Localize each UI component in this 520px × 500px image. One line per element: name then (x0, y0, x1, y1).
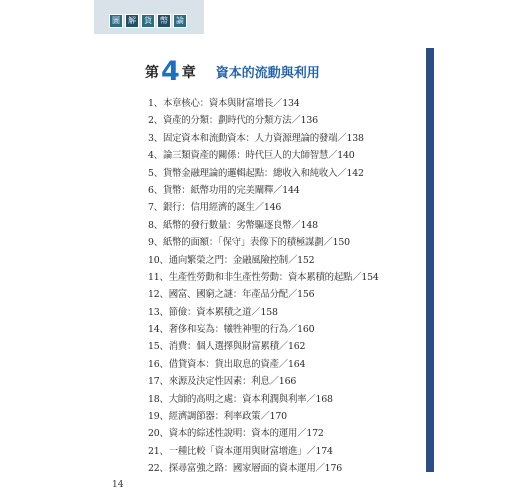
toc-entry[interactable]: 4、論三類資產的關係：時代巨人的大師智慧／140 (148, 150, 355, 162)
chapter-title: 資本的流動與利用 (215, 66, 320, 81)
chapter-number: 4 (161, 56, 180, 87)
banner-char: 解 (125, 14, 139, 28)
toc-entry[interactable]: 5、貨幣金融理論的邏輯起點：總收入和純收入／142 (148, 167, 364, 179)
banner-char: 貨 (141, 14, 155, 28)
toc-entry[interactable]: 6、貨幣：紙幣功用的完美闡釋／144 (148, 184, 300, 196)
toc-entry[interactable]: 2、資產的分類：劃時代的分類方法／136 (148, 115, 318, 127)
chapter-heading (145, 56, 320, 86)
toc-entry[interactable]: 10、通向繁榮之門：金融風險控制／152 (148, 254, 315, 266)
toc-entry[interactable]: 12、國富、國窮之謎：年產品分配／156 (148, 289, 315, 301)
toc-entry[interactable]: 17、來源及決定性因素：利息／166 (148, 376, 297, 388)
toc-entry[interactable]: 15、消費：個人選擇與財富累積／162 (148, 341, 306, 353)
page-number: 14 (112, 480, 124, 490)
table-of-contents (148, 95, 424, 478)
toc-entry[interactable]: 8、紙幣的發行數量：劣幣驅逐良幣／148 (148, 219, 318, 231)
toc-entry[interactable]: 18、大師的高明之處：資本利潤與利率／168 (148, 393, 333, 405)
toc-entry[interactable]: 22、探尋富強之路：國家層面的資本運用／176 (148, 463, 342, 475)
toc-entry[interactable]: 7、銀行：信用經濟的誕生／146 (148, 202, 282, 214)
toc-entry[interactable]: 14、奢侈和妄為：犧牲神聖的行為／160 (148, 324, 315, 336)
chapter-prefix: 第 (145, 65, 159, 81)
toc-entry[interactable]: 9、紙幣的面額：「保守」表像下的積極謀劃／150 (148, 237, 350, 249)
chapter-suffix: 章 (181, 65, 196, 81)
toc-entry[interactable]: 21、一種比較「資本運用與財富增進」／174 (148, 445, 333, 457)
banner-char: 論 (173, 14, 187, 28)
toc-entry[interactable]: 19、經濟調節器：利率政策／170 (148, 411, 287, 423)
toc-entry[interactable]: 20、資本的綜述性說明：資本的運用／172 (148, 428, 324, 440)
header-banner (100, 11, 196, 31)
chapter-side-bar (426, 48, 434, 472)
toc-entry[interactable]: 1、本章核心：資本與財富增長／134 (148, 98, 300, 109)
banner-char: 圖 (109, 14, 123, 28)
banner-char: 幣 (157, 14, 171, 28)
toc-entry[interactable]: 11、生產性勞動和非生產性勞動：資本累積的起點／154 (148, 271, 379, 283)
toc-entry[interactable]: 13、節儉：資本累積之道／158 (148, 306, 278, 318)
toc-entry[interactable]: 16、借貸資本：貨出取息的資產／164 (148, 358, 306, 370)
toc-entry[interactable]: 3、固定資本和流動資本：人力資源理論的發端／138 (148, 132, 364, 144)
